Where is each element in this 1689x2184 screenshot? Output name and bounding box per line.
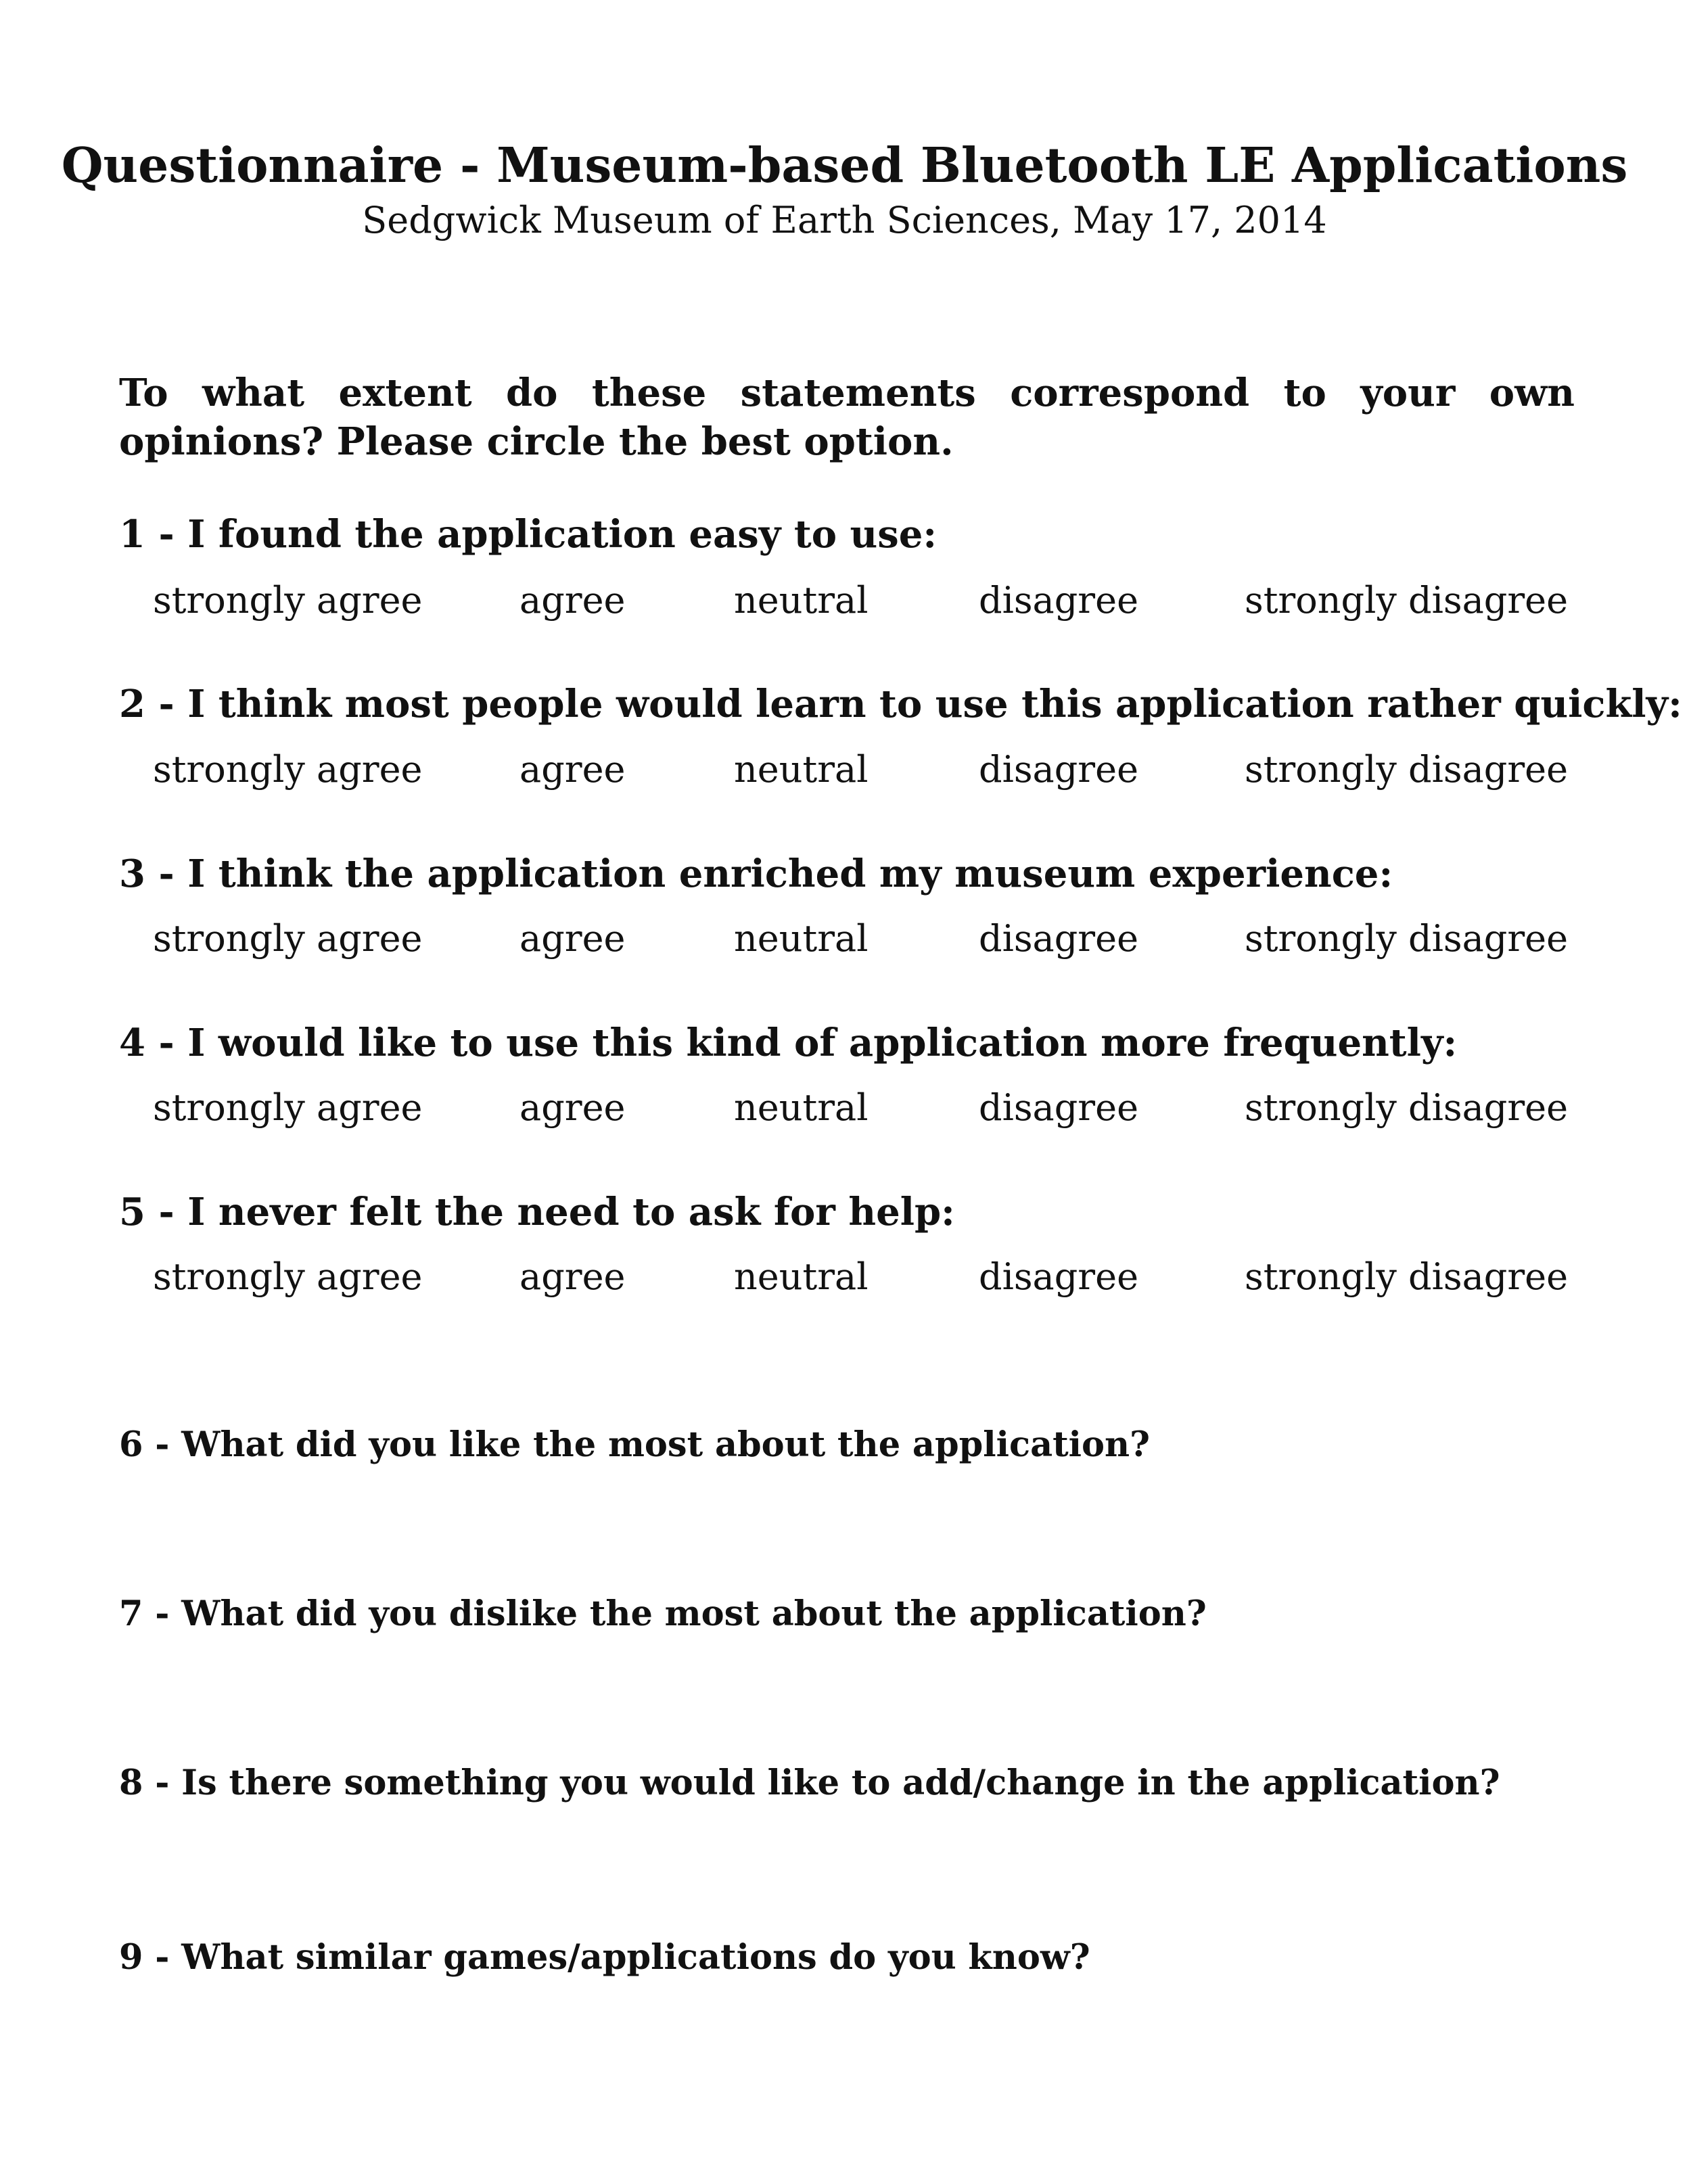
question-5-heading: 5 - I never felt the need to ask for help: bbox=[119, 1190, 955, 1234]
option-strongly-disagree[interactable]: strongly disagree bbox=[1245, 1255, 1569, 1298]
option-agree[interactable]: agree bbox=[519, 748, 626, 791]
option-neutral[interactable]: neutral bbox=[734, 748, 869, 791]
question-4-scale bbox=[0, 1088, 1689, 1142]
option-neutral[interactable]: neutral bbox=[734, 1255, 869, 1298]
option-strongly-disagree[interactable]: strongly disagree bbox=[1245, 748, 1569, 791]
option-strongly-agree[interactable]: strongly agree bbox=[153, 748, 423, 791]
question-3-heading: 3 - I think the application enriched my museum experience: bbox=[119, 852, 1393, 896]
question-2-scale bbox=[0, 749, 1689, 804]
question-1-scale bbox=[0, 580, 1689, 634]
question-1-heading: 1 - I found the application easy to use: bbox=[119, 512, 938, 557]
option-neutral[interactable]: neutral bbox=[734, 579, 869, 622]
question-2-heading: 2 - I think most people would learn to use this application rather quickly: bbox=[119, 682, 1682, 726]
option-disagree[interactable]: disagree bbox=[979, 748, 1139, 791]
page-title: Questionnaire - Museum-based Bluetooth LE Applications bbox=[61, 137, 1628, 193]
question-6-heading: 6 - What did you like the most about the application? bbox=[119, 1424, 1151, 1465]
question-5-scale bbox=[0, 1257, 1689, 1311]
option-strongly-agree[interactable]: strongly agree bbox=[153, 1086, 423, 1129]
option-strongly-agree[interactable]: strongly agree bbox=[153, 917, 423, 960]
option-strongly-disagree[interactable]: strongly disagree bbox=[1245, 579, 1569, 622]
option-agree[interactable]: agree bbox=[519, 579, 626, 622]
option-neutral[interactable]: neutral bbox=[734, 917, 869, 960]
option-neutral[interactable]: neutral bbox=[734, 1086, 869, 1129]
question-4-heading: 4 - I would like to use this kind of application more frequently: bbox=[119, 1021, 1458, 1065]
option-agree[interactable]: agree bbox=[519, 917, 626, 960]
option-strongly-disagree[interactable]: strongly disagree bbox=[1245, 1086, 1569, 1129]
option-strongly-disagree[interactable]: strongly disagree bbox=[1245, 917, 1569, 960]
page-subtitle: Sedgwick Museum of Earth Sciences, May 17, 2014 bbox=[362, 199, 1327, 241]
option-strongly-agree[interactable]: strongly agree bbox=[153, 1255, 423, 1298]
option-disagree[interactable]: disagree bbox=[979, 917, 1139, 960]
question-7-heading: 7 - What did you dislike the most about the application? bbox=[119, 1594, 1207, 1634]
option-agree[interactable]: agree bbox=[519, 1086, 626, 1129]
option-disagree[interactable]: disagree bbox=[979, 1086, 1139, 1129]
instructions: To what extent do these statements correspond to your own opinions? Please circle the best option. bbox=[119, 371, 1575, 464]
option-agree[interactable]: agree bbox=[519, 1255, 626, 1298]
question-3-scale bbox=[0, 919, 1689, 973]
option-disagree[interactable]: disagree bbox=[979, 579, 1139, 622]
question-8-heading: 8 - Is there something you would like to add/change in the application? bbox=[119, 1763, 1500, 1803]
option-strongly-agree[interactable]: strongly agree bbox=[153, 579, 423, 622]
option-disagree[interactable]: disagree bbox=[979, 1255, 1139, 1298]
question-9-heading: 9 - What similar games/applications do you know? bbox=[119, 1937, 1090, 1978]
